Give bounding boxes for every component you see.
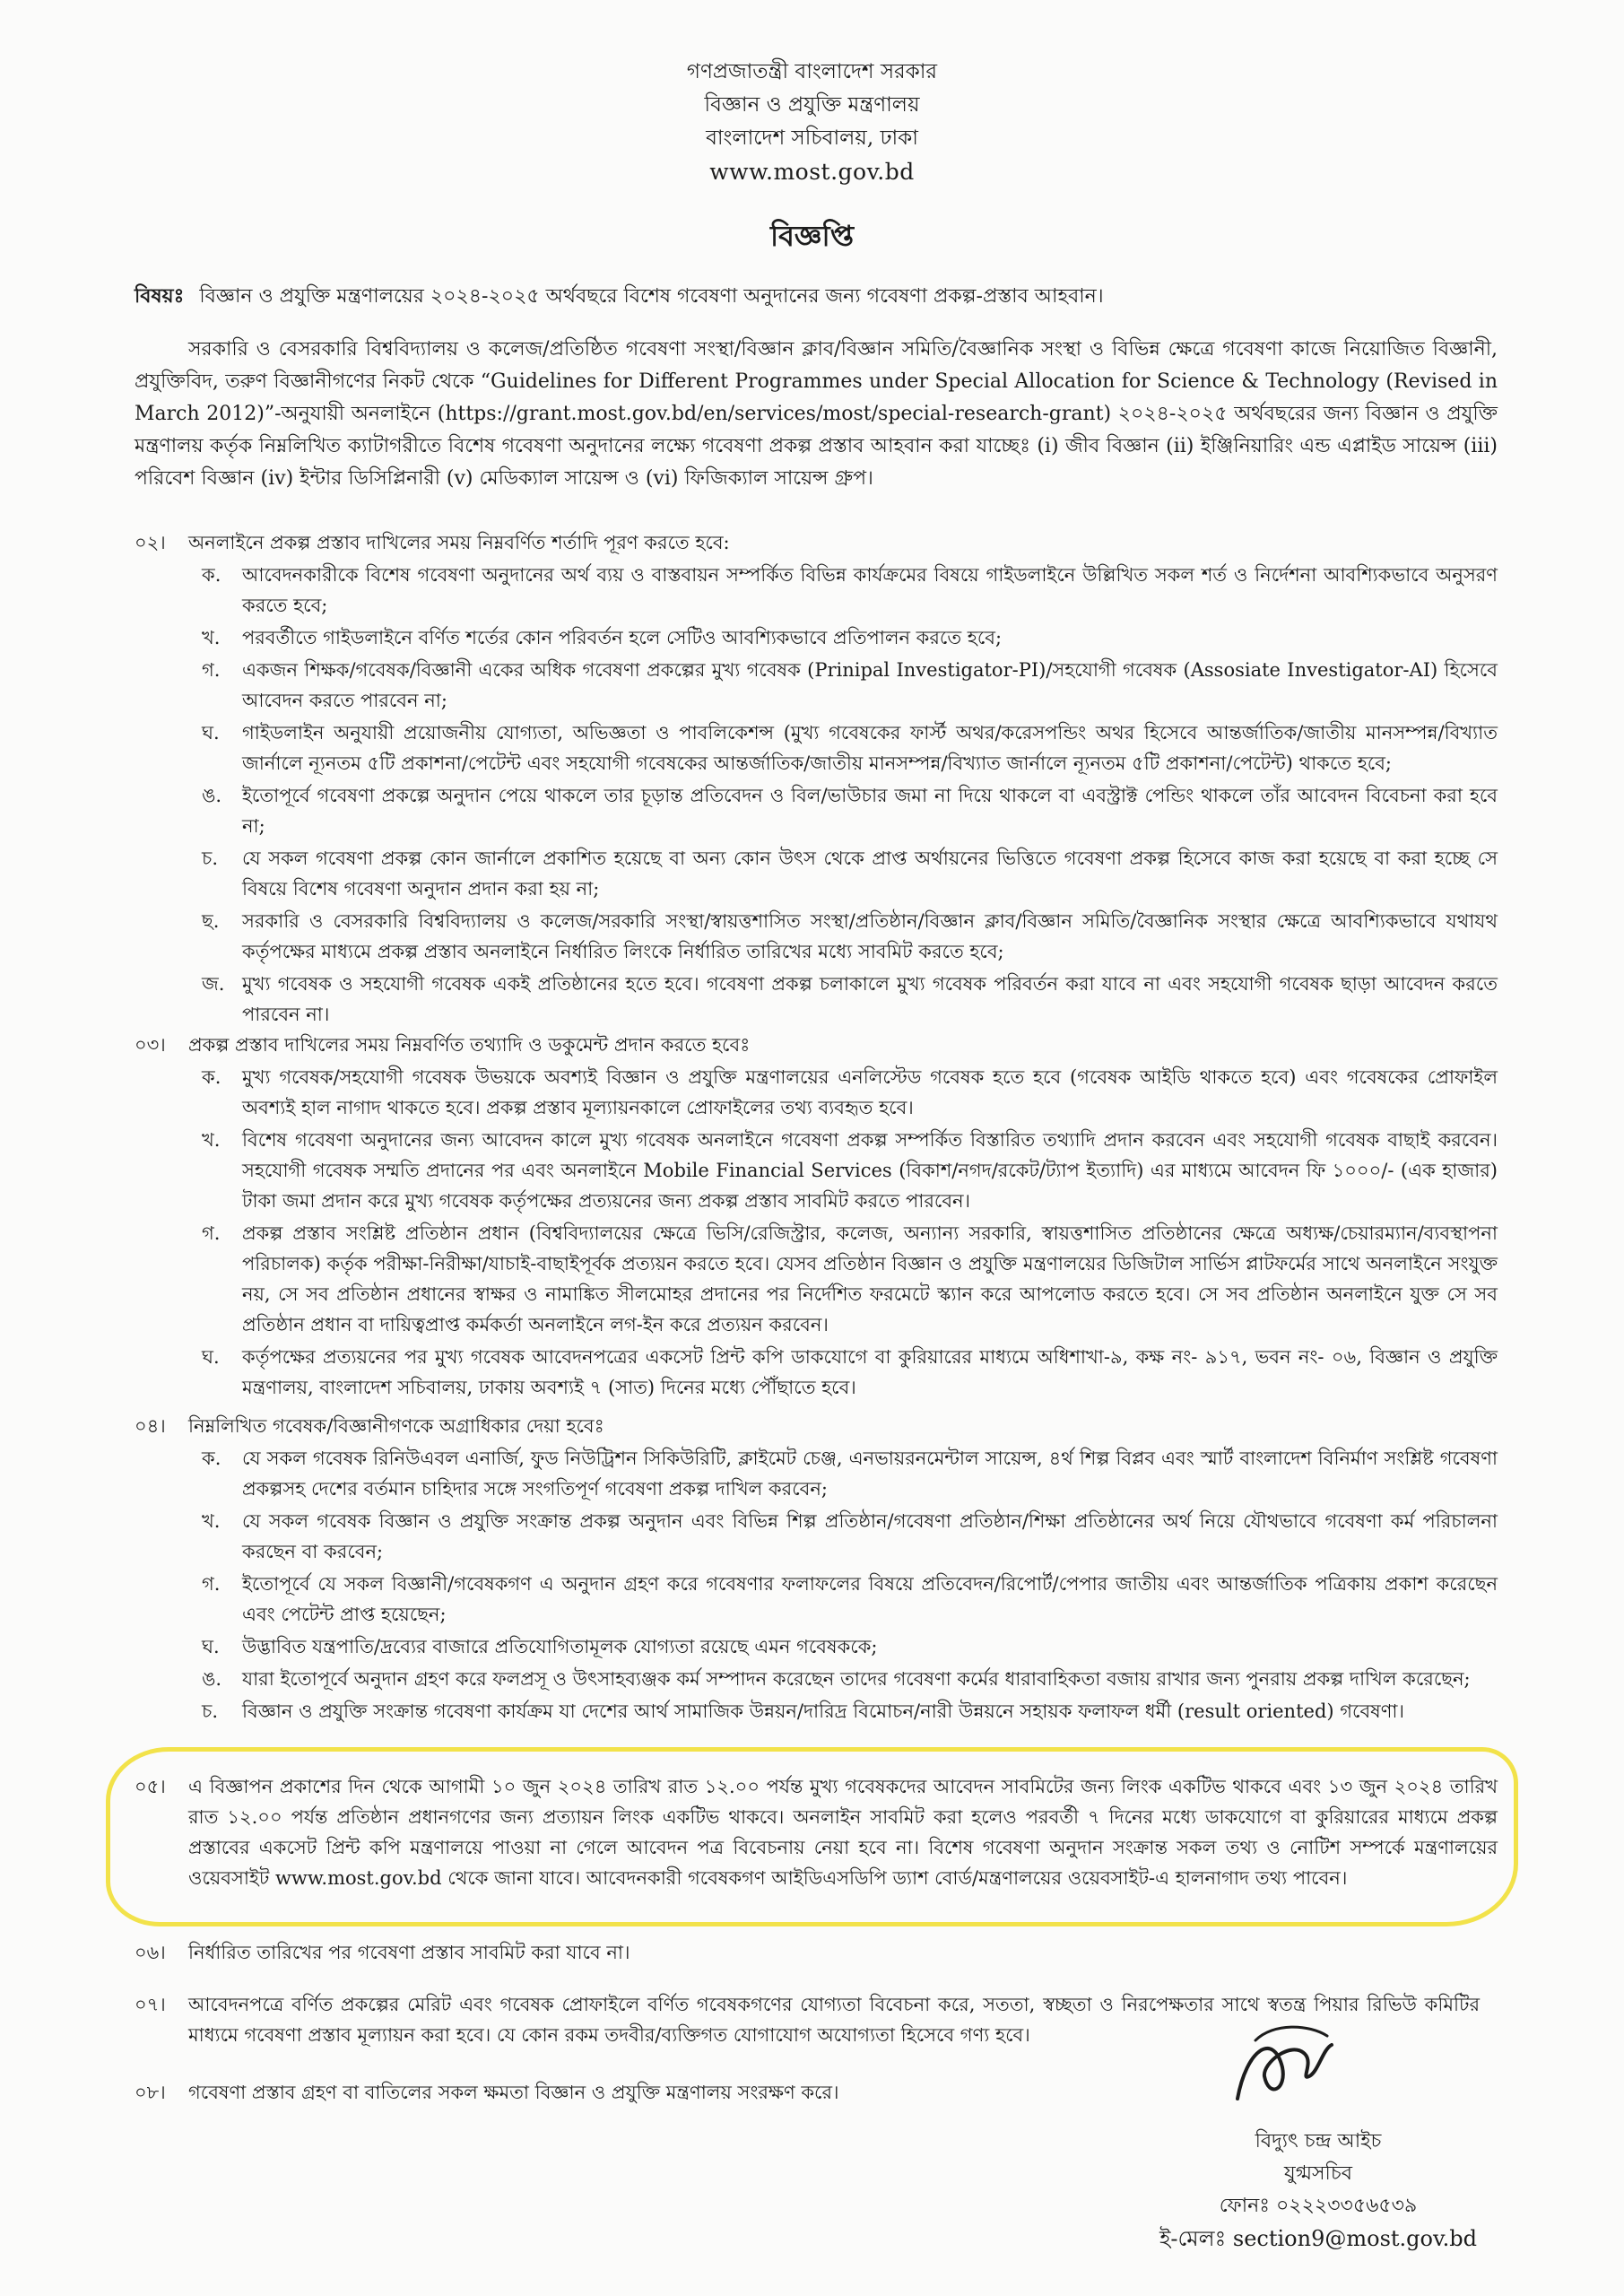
list-item: চ. যে সকল গবেষণা প্রকল্প কোন জার্নালে প্রকাশিত হয়েছে বা অন্য কোন উৎস থেকে প্রাপ্ত অর্থায়নের ভিত্তিতে গবেষণা প্রকল্প হিসেবে কাজ করা হয়েছে বা করা হচ্ছে সে বিষয়ে বিশেষ গবেষণা অনুদান প্রদান করা হয় না; — [202, 848, 1498, 900]
subject-line — [135, 281, 1498, 312]
signatory-name: বিদ্যুৎ চন্দ্র আইচ — [1255, 2130, 1382, 2152]
section-number: ০৮। — [135, 2082, 166, 2103]
list-item: গ. ইতোপূর্বে যে সকল বিজ্ঞানী/গবেষকগণ এ অনুদান গ্রহণ করে গবেষণার ফলাফলের বিষয়ে প্রতিবেদন/রিপোর্ট/পেপার জাতীয় এবং আন্তর্জাতিক পত্রিকায় প্রকাশ করেছেন এবং পেটেন্ট প্রাপ্ত হয়েছেন; — [202, 1573, 1498, 1625]
section-08 — [135, 2077, 1085, 2108]
subject-text: বিজ্ঞান ও প্রযুক্তি মন্ত্রণালয়ের ২০২৪-২০২৫ অর্থবছরে বিশেষ গবেষণা অনুদানের জন্য গবেষণা প্রকল্প-প্রস্তাব আহবান। — [199, 285, 1104, 308]
list-item: গ. একজন শিক্ষক/গবেষক/বিজ্ঞানী একের অধিক গবেষণা প্রকল্পের মুখ্য গবেষক (Prinipal Investigator-PI)/সহযোগী গবেষক (Assosiate Investigator-AI) হিসেবে আবেদন করতে পারবেন না; — [202, 659, 1498, 711]
list-item: খ. পরবর্তীতে গাইডলাইনে বর্ণিত শর্তের কোন পরিবর্তন হলে সেটিও আবশ্যিকভাবে প্রতিপালন করতে হবে; — [202, 627, 1003, 648]
intro-paragraph: সরকারি ও বেসরকারি বিশ্ববিদ্যালয় ও কলেজ/প্রতিষ্ঠিত গবেষণা সংস্থা/বিজ্ঞান ক্লাব/বিজ্ঞান সমিতি/বৈজ্ঞানিক সংস্থা ও বিভিন্ন ক্ষেত্রে গবেষণা কাজে নিয়োজিত বিজ্ঞানী, প্রযুক্তিবিদ, তরুণ বিজ্ঞানীগণের নিকট থেকে “Guidelines for Different Programmes under Special Allocation for Science & Technology (Revised in March 2012)”-অনুযায়ী অনলাইনে (https://grant.most.gov.bd/en/services/most/special-research-grant) ২০২৪-২০২৫ অর্থবছরের জন্য বিজ্ঞান ও প্রযুক্তি মন্ত্রণালয় কর্তৃক নিম্নলিখিত ক্যাটাগরীতে বিশেষ গবেষণা অনুদানের লক্ষ্যে গবেষণা প্রকল্প প্রস্তাব আহবান করা যাচ্ছেঃ (i) জীব বিজ্ঞান (ii) ইঞ্জিনিয়ারিং এন্ড এপ্লাইড সায়েন্স (iii) পরিবেশ বিজ্ঞান (iv) ইন্টার ডিসিপ্লিনারী (v) মেডিক্যাল সায়েন্স ও (vi) ফিজিক্যাল সায়েন্স গ্রুপ। — [135, 338, 1498, 490]
list-item: ক. আবেদনকারীকে বিশেষ গবেষণা অনুদানের অর্থ ব্যয় ও বাস্তবায়ন সম্পর্কিত বিভিন্ন কার্যক্রমের বিষয়ে গাইডলাইনে উল্লিখিত সকল শর্ত ও নির্দেশনা আবশ্যিকভাবে অনুসরণ করতে হবে; — [202, 564, 1498, 616]
notice-title: বিজ্ঞপ্তি — [769, 219, 855, 253]
section-03 — [135, 1030, 1498, 1403]
signatory-phone: ফোনঃ ০২২২৩৩৫৬৫৩৯ — [1219, 2195, 1418, 2217]
list-item: ক. যে সকল গবেষক রিনিউএবল এনার্জি, ফুড নিউট্রিশন সিকিউরিটি, ক্লাইমেট চেঞ্জ, এনভায়রনমেন্টাল সায়েন্স, ৪র্থ শিল্প বিপ্লব এবং স্মার্ট বাংলাদেশ বিনির্মাণ সংশ্লিষ্ট গবেষণা প্রকল্পসহ দেশের বর্তমান চাহিদার সঙ্গে সংগতিপূর্ণ গবেষণা প্রকল্প দাখিল করবেন; — [202, 1448, 1498, 1500]
section-02 — [135, 527, 1498, 1030]
letterhead — [0, 56, 1624, 188]
list-item: ছ. সরকারি ও বেসরকারি বিশ্ববিদ্যালয় ও কলেজ/সরকারি সংস্থা/স্বায়ত্তশাসিত সংস্থা/প্রতিষ্ঠান/বিজ্ঞান ক্লাব/বিজ্ঞান সমিতি/বৈজ্ঞানিক সংস্থার ক্ষেত্রে আবশ্যিকভাবে যথাযথ কর্তৃপক্ষের মাধ্যমে প্রকল্প প্রস্তাব অনলাইনে নির্ধারিত লিংকে নির্ধারিত তারিখের মধ্যে সাবমিট করতে হবে; — [202, 910, 1498, 962]
ministry-name: বিজ্ঞান ও প্রযুক্তি মন্ত্রণালয় — [704, 93, 920, 117]
section-text: নিম্নলিখিত গবেষক/বিজ্ঞানীগণকে অগ্রাধিকার দেয়া হবেঃ — [188, 1415, 604, 1437]
list-item: গ. প্রকল্প প্রস্তাব সংশ্লিষ্ট প্রতিষ্ঠান প্রধান (বিশ্ববিদ্যালয়ের ক্ষেত্রে ভিসি/রেজিস্ট্রার, কলেজ, অন্যান্য সরকারি, স্বায়ত্তশাসিত প্রতিষ্ঠানের ক্ষেত্রে অধ্যক্ষ/চেয়ারম্যান/ব্যবস্থাপনা পরিচালক) কর্তৃক পরীক্ষা-নিরীক্ষা/যাচাই-বাছাইপূর্বক প্রত্যয়ন করতে হবে। যেসব প্রতিষ্ঠান বিজ্ঞান ও প্রযুক্তি মন্ত্রণালয়ের ডিজিটাল সার্ভিস প্লাটফর্মের সাথে অনলাইনে সংযুক্ত নয়, সে সব প্রতিষ্ঠান প্রধানের স্বাক্ষর ও নামাঙ্কিত সীলমোহর প্রদানের পর নির্দেশিত ফরমেটে স্ক্যান করে আপলোড করতে হবে। সে সব প্রতিষ্ঠান অনলাইনে যুক্ত সে সব প্রতিষ্ঠান প্রধান বা দায়িত্বপ্রাপ্ত কর্মকর্তা অনলাইনে লগ-ইন করে প্রত্যয়ন করবেন। — [202, 1222, 1498, 1335]
section-number: ০৫। — [135, 1776, 166, 1797]
list-item: ক. মুখ্য গবেষক/সহযোগী গবেষক উভয়কে অবশ্যই বিজ্ঞান ও প্রযুক্তি মন্ত্রণালয়ের এনলিস্টেড গবেষক হতে হবে (গবেষক আইডি থাকতে হবে) এবং গবেষকের প্রোফাইল অবশ্যই হাল নাগাদ থাকতে হবে। প্রকল্প প্রস্তাব মূল্যায়নকালে প্রোফাইলের তথ্য ব্যবহৃত হবে। — [202, 1066, 1498, 1118]
section-number: ০৭। — [135, 1994, 166, 2015]
section-text: গবেষণা প্রস্তাব গ্রহণ বা বাতিলের সকল ক্ষমতা বিজ্ঞান ও প্রযুক্তি মন্ত্রণালয় সংরক্ষণ করে। — [188, 2082, 839, 2103]
section-text: নির্ধারিত তারিখের পর গবেষণা প্রস্তাব সাবমিট করা যাবে না। — [188, 1942, 630, 1963]
section-text: প্রকল্প প্রস্তাব দাখিলের সময় নিম্নবর্ণিত তথ্যাদি ও ডকুমেন্ট প্রদান করতে হবেঃ — [188, 1034, 751, 1056]
government-name: গণপ্রজাতন্ত্রী বাংলাদেশ সরকার — [686, 60, 938, 83]
list-item: জ. মুখ্য গবেষক ও সহযোগী গবেষক একই প্রতিষ্ঠানের হতে হবে। গবেষণা প্রকল্প চলাকালে মুখ্য গবেষক পরিবর্তন করা যাবে না এবং সহযোগী গবেষক ছাড়া আবেদন করতে পারবেন না। — [202, 973, 1498, 1025]
signature-icon — [1220, 2013, 1345, 2121]
section-05 — [135, 1771, 1498, 1893]
list-item: খ. যে সকল গবেষক বিজ্ঞান ও প্রযুক্তি সংক্রান্ত প্রকল্প অনুদান এবং বিভিন্ন শিল্প প্রতিষ্ঠান/গবেষণা প্রতিষ্ঠান/শিক্ষা প্রতিষ্ঠানের অর্থ নিয়ে যৌথভাবে গবেষণা কর্ম পরিচালনা করছেন বা করবেন; — [202, 1510, 1498, 1562]
signatory-email[interactable]: ই-মেলঃ section9@most.gov.bd — [1159, 2226, 1478, 2251]
section-number: ০৪। — [135, 1415, 166, 1437]
signature-block — [1103, 2013, 1480, 2283]
list-item: ঘ. কর্তৃপক্ষের প্রত্যয়নের পর মুখ্য গবেষক আবেদনপত্রের একসেট প্রিন্ট কপি ডাকযোগে বা কুরিয়ারের মাধ্যমে অধিশাখা-৯, কক্ষ নং- ৯১৭, ভবন নং- ০৬, বিজ্ঞান ও প্রযুক্তি মন্ত্রণালয়, বাংলাদেশ সচিবালয়, ঢাকায় অবশ্যই ৭ (সাত) দিনের মধ্যে পৌঁছাতে হবে। — [202, 1346, 1498, 1398]
signatory-designation: যুগ্মসচিব — [1284, 2162, 1352, 2185]
list-item: চ. বিজ্ঞান ও প্রযুক্তি সংক্রান্ত গবেষণা কার্যক্রম যা দেশের আর্থ সামাজিক উন্নয়ন/দারিদ্র বিমোচন/নারী উন্নয়নে সহায়ক ফলাফল ধর্মী (result oriented) গবেষণা। — [202, 1700, 1405, 1722]
list-item: ঘ. উদ্ভাবিত যন্ত্রপাতি/দ্রব্যের বাজারে প্রতিযোগিতামূলক যোগ্যতা রয়েছে এমন গবেষককে; — [202, 1636, 878, 1657]
list-item: খ. বিশেষ গবেষণা অনুদানের জন্য আবেদন কালে মুখ্য গবেষক অনলাইনে গবেষণা প্রকল্প সম্পর্কিত বিস্তারিত তথ্যাদি প্রদান করবেন এবং সহযোগী গবেষক বাছাই করবেন। সহযোগী গবেষক সম্মতি প্রদানের পর এবং অনলাইনে Mobile Financial Services (বিকাশ/নগদ/রকেট/ট্যাপ ইত্যাদি) এর মাধ্যমে আবেদন ফি ১০০০/- (এক হাজার) টাকা জমা প্রদান করে মুখ্য গবেষক কর্তৃপক্ষের প্রত্যয়নের জন্য প্রকল্প প্রস্তাব সাবমিট করতে পারবেন। — [202, 1129, 1498, 1212]
section-number: ০৩। — [135, 1034, 166, 1056]
section-text: অনলাইনে প্রকল্প প্রস্তাব দাখিলের সময় নিম্নবর্ণিত শর্তাদি পূরণ করতে হবে: — [188, 532, 730, 553]
secretariat-name: বাংলাদেশ সচিবালয়, ঢাকা — [706, 126, 918, 150]
subject-label: বিষয়ঃ — [135, 284, 185, 308]
section-text: এ বিজ্ঞাপন প্রকাশের দিন থেকে আগামী ১০ জুন ২০২৪ তারিখ রাত ১২.০০ পর্যন্ত মুখ্য গবেষকদের আবেদন সাবমিটের জন্য লিংক একটিভ থাকবে এবং ১৩ জুন ২০২৪ তারিখ রাত ১২.০০ পর্যন্ত প্রতিষ্ঠান প্রধানগণের জন্য প্রত্যায়ন লিংক একটিভ থাকবে। অনলাইন সাবমিট করা হলেও পরবর্তী ৭ দিনের মধ্যে ডাকযোগে বা কুরিয়ারের মাধ্যমে প্রকল্প প্রস্তাবের একসেট প্রিন্ট কপি মন্ত্রণালয়ে পাওয়া না গেলে আবেদন পত্র বিবেচনায় নেয়া হবে না। বিশেষ গবেষণা অনুদান সংক্রান্ত সকল তথ্য ও নোটিশ সম্পর্কে মন্ত্রণালয়ের ওয়েবসাইট www.most.gov.bd থেকে জানা যাবে। আবেদনকারী গবেষকগণ আইডিএসডিপি ড্যাশ বোর্ড/মন্ত্রণালয়ের ওয়েবসাইট-এ হালনাগাদ তথ্য পাবেন। — [188, 1776, 1498, 1889]
list-item: ঙ. যারা ইতোপূর্বে অনুদান গ্রহণ করে ফলপ্রসূ ও উৎসাহব্যঞ্জক কর্ম সম্পাদন করেছেন তাদের গবেষণা কর্মের ধারাবাহিকতা বজায় রাখার জন্য পুনরায় প্রকল্প দাখিল করেছেন; — [202, 1668, 1471, 1690]
list-item: ঘ. গাইডলাইন অনুযায়ী প্রয়োজনীয় যোগ্যতা, অভিজ্ঞতা ও পাবলিকেশন্স (মুখ্য গবেষকের ফার্স্ট অথর/করেসপন্ডিং অথর হিসেবে আন্তর্জাতিক/জাতীয় মানসম্পন্ন/বিখ্যাত জার্নালে ন্যূনতম ৫টি প্রকাশনা/পেটেন্ট এবং সহযোগী গবেষকের আন্তর্জাতিক/জাতীয় মানসম্পন্ন/বিখ্যাত জার্নালে ন্যূনতম ৫টি প্রকাশনা/পেটেন্ট) থাকতে হবে; — [202, 722, 1498, 774]
website-link[interactable]: www.most.gov.bd — [709, 159, 915, 185]
section-06 — [135, 1937, 1498, 1968]
section-number: ০২। — [135, 532, 166, 553]
list-item: ঙ. ইতোপূর্বে গবেষণা প্রকল্পে অনুদান পেয়ে থাকলে তার চূড়ান্ত প্রতিবেদন ও বিল/ভাউচার জমা না দিয়ে থাকলে বা এবস্ট্রাক্ট পেন্ডিং থাকলে তাঁর আবেদন বিবেচনা করা হবে না; — [202, 785, 1498, 837]
section-04 — [135, 1411, 1498, 1726]
section-number: ০৬। — [135, 1942, 166, 1963]
section-text: আবেদনপত্রে বর্ণিত প্রকল্পের মেরিট এবং গবেষক প্রোফাইলে বর্ণিত গবেষকগণের যোগ্যতা বিবেচনা করে, সততা, স্বচ্ছতা ও নিরপেক্ষতার সাথে স্বতন্ত্র পিয়ার রিভিউ কমিটির মাধ্যমে গবেষণা প্রস্তাব মূল্যায়ন করা হবে। যে কোন রকম তদবীর/ব্যক্তিগত যোগাযোগ অযোগ্যতা হিসেবে গণ্য হবে। — [188, 1994, 1480, 2046]
